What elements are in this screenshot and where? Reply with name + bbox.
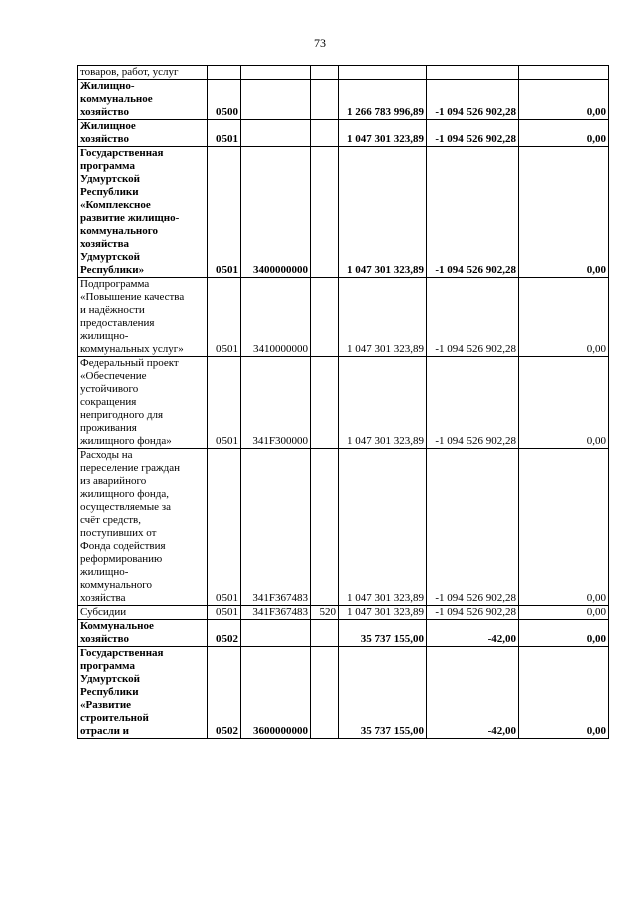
row-name-line: жилищного фонда, [80,488,169,500]
row-name-line: непригодного для [80,409,164,421]
section-code: 0500 [208,80,241,120]
table-row [78,278,609,357]
target-code: 3400000000 [241,147,311,278]
expense-type: 520 [311,606,339,620]
row-name-line: «Повышение качества [80,291,185,303]
amount-1: 1 047 301 323,89 [339,449,427,606]
row-name-line: реформированию [80,553,163,565]
amount-1: 1 047 301 323,89 [339,606,427,620]
row-name-line: Субсидии [80,606,127,618]
row-name-line: проживания [80,422,137,434]
row-name-line: коммунального [80,579,152,591]
expense-type [311,80,339,120]
table-row [78,357,609,449]
row-name-line: программа [80,660,135,672]
row-name-line: программа [80,160,135,172]
amount-2: -1 094 526 902,28 [427,606,519,620]
table-row [78,80,609,120]
expense-type [311,147,339,278]
row-name-line: коммунальных услуг» [80,343,184,355]
row-name-line: Федеральный проект [80,357,179,369]
amount-2: -1 094 526 902,28 [427,449,519,606]
row-name-line: из аварийного [80,475,147,487]
amount-1: 1 047 301 323,89 [339,278,427,357]
section-code [208,66,241,80]
section-code: 0501 [208,357,241,449]
amount-1: 35 737 155,00 [339,647,427,739]
amount-2: -1 094 526 902,28 [427,120,519,147]
expense-type [311,620,339,647]
target-code: 341F367483 [241,449,311,606]
section-code: 0502 [208,647,241,739]
row-name [78,80,208,120]
row-name-line: Жилищное [80,120,136,132]
table-row [78,606,609,620]
row-name-line: Фонда содействия [80,540,166,552]
expense-type [311,449,339,606]
amount-3: 0,00 [519,278,609,357]
row-name [78,449,208,606]
section-code: 0501 [208,278,241,357]
row-name-line: «Развитие [80,699,132,711]
amount-2 [427,66,519,80]
row-name [78,120,208,147]
amount-1: 1 266 783 996,89 [339,80,427,120]
section-code: 0501 [208,449,241,606]
row-name-line: поступивших от [80,527,157,539]
row-name [78,66,208,80]
expense-type [311,66,339,80]
amount-1: 1 047 301 323,89 [339,147,427,278]
row-name-line: Государственная [80,647,164,659]
expense-type [311,647,339,739]
row-name [78,147,208,278]
amount-3: 0,00 [519,357,609,449]
row-name-line: товаров, работ, услуг [80,66,179,78]
row-name-line: жилищно- [80,566,129,578]
row-name-line: развитие жилищно- [80,212,180,224]
amount-3: 0,00 [519,620,609,647]
amount-1: 1 047 301 323,89 [339,357,427,449]
section-code: 0501 [208,606,241,620]
target-code: 3600000000 [241,647,311,739]
section-code: 0501 [208,147,241,278]
table-row [78,449,609,606]
row-name-line: сокращения [80,396,137,408]
amount-1: 1 047 301 323,89 [339,120,427,147]
row-name-line: Жилищно- [80,80,135,92]
target-code: 341F367483 [241,606,311,620]
row-name-line: переселение граждан [80,462,180,474]
row-name-line: хозяйства [80,592,126,604]
row-name-line: Подпрограмма [80,278,150,290]
row-name-line: «Комплексное [80,199,151,211]
amount-2: -1 094 526 902,28 [427,278,519,357]
table-row [78,620,609,647]
section-code: 0501 [208,120,241,147]
row-name-line: и надёжности [80,304,145,316]
table-row [78,120,609,147]
row-name-line: жилищно- [80,330,129,342]
row-name-line: Удмуртской [80,173,140,185]
amount-2: -1 094 526 902,28 [427,80,519,120]
amount-3: 0,00 [519,647,609,739]
amount-3: 0,00 [519,147,609,278]
expense-type [311,278,339,357]
row-name [78,357,208,449]
row-name-line: хозяйство [80,133,129,145]
row-name-line: отрасли и [80,725,129,737]
row-name-line: строительной [80,712,149,724]
row-name-line: Республики [80,686,139,698]
expense-type [311,357,339,449]
amount-3: 0,00 [519,120,609,147]
section-code: 0502 [208,620,241,647]
row-name [78,278,208,357]
amount-3: 0,00 [519,449,609,606]
row-name-line: Удмуртской [80,673,140,685]
row-name-line: устойчивого [80,383,139,395]
target-code: 341F300000 [241,357,311,449]
row-name-line: жилищного фонда» [80,435,172,447]
amount-2: -1 094 526 902,28 [427,147,519,278]
target-code [241,620,311,647]
row-name [78,647,208,739]
page-number: 73 [314,36,326,50]
row-name-line: коммунальное [80,93,153,105]
row-name-line: хозяйства [80,238,130,250]
amount-3 [519,66,609,80]
row-name-line: Государственная [80,147,164,159]
row-name [78,620,208,647]
target-code [241,66,311,80]
row-name [78,606,208,620]
budget-table [77,65,609,739]
amount-3: 0,00 [519,80,609,120]
table-row [78,66,609,80]
table-row [78,647,609,739]
row-name-line: хозяйство [80,633,129,645]
row-name-line: коммунального [80,225,158,237]
row-name-line: осуществляемые за [80,501,172,513]
amount-1: 35 737 155,00 [339,620,427,647]
target-code [241,120,311,147]
row-name-line: предоставления [80,317,155,329]
amount-3: 0,00 [519,606,609,620]
row-name-line: Республики» [80,264,145,276]
row-name-line: Расходы на [80,449,133,461]
expense-type [311,120,339,147]
target-code: 3410000000 [241,278,311,357]
row-name-line: «Обеспечение [80,370,147,382]
row-name-line: Удмуртской [80,251,140,263]
amount-2: -42,00 [427,647,519,739]
row-name-line: Коммунальное [80,620,154,632]
row-name-line: счёт средств, [80,514,141,526]
row-name-line: хозяйство [80,106,129,118]
amount-2: -42,00 [427,620,519,647]
target-code [241,80,311,120]
row-name-line: Республики [80,186,139,198]
amount-2: -1 094 526 902,28 [427,357,519,449]
amount-1 [339,66,427,80]
table-row [78,147,609,278]
